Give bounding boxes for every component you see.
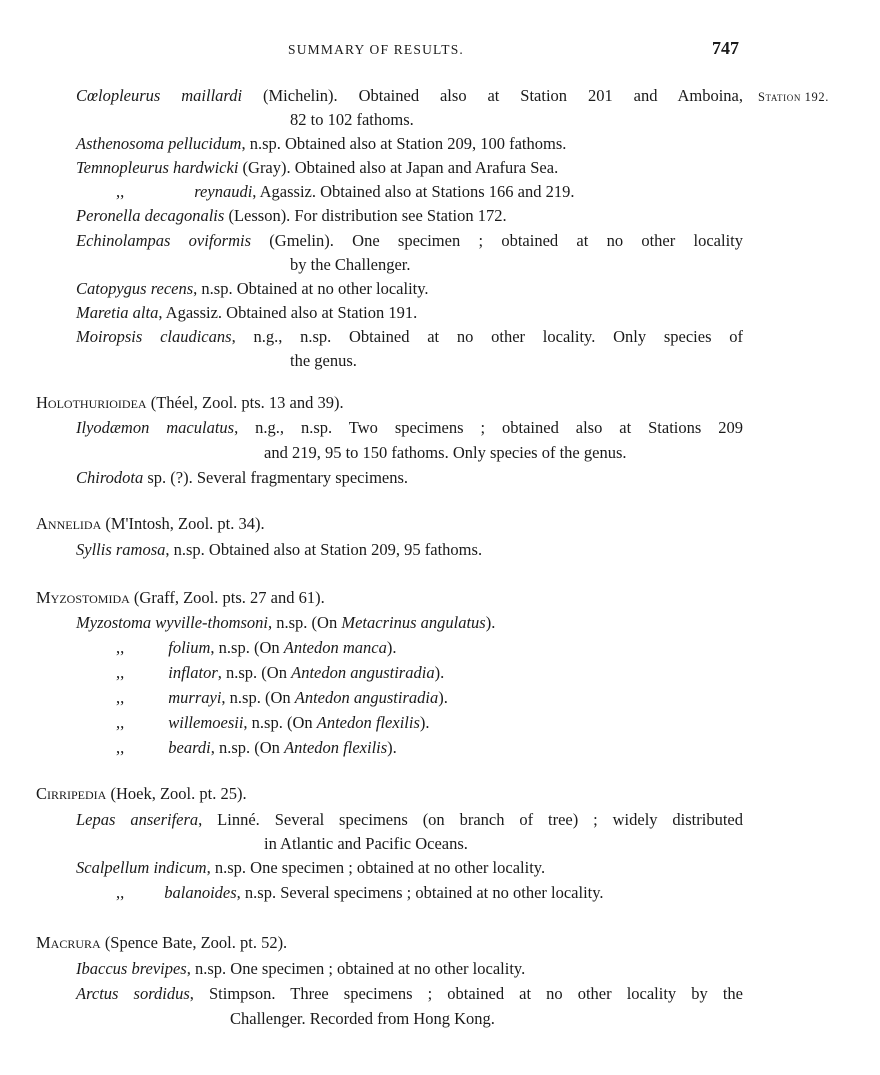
species-line: Ibaccus brevipes, n.sp. One specimen ; obtained at no other locality. xyxy=(76,959,526,978)
species-line: ,, folium, n.sp. (On Antedon manca). xyxy=(116,638,397,657)
margin-note-station: Station 192. xyxy=(758,90,829,104)
species-line: Moiropsis claudicans, n.g., n.sp. Obtained at no other locality. Only species of xyxy=(76,327,743,346)
species-line-continued: by the Challenger. xyxy=(290,255,411,274)
section-heading-myzostomida: Myzostomida (Graff, Zool. pts. 27 and 61). xyxy=(36,588,325,607)
species-line: Chirodota sp. (?). Several fragmentary specimens. xyxy=(76,468,409,487)
section-heading-cirripedia: Cirripedia (Hoek, Zool. pt. 25). xyxy=(36,784,247,803)
species-line: Echinolampas oviformis (Gmelin). One specimen ; obtained at no other locality xyxy=(76,231,743,250)
species-line: ,, inflator, n.sp. (On Antedon angustiradia). xyxy=(116,663,445,682)
ditto-mark: ,, xyxy=(116,182,125,201)
species-line-continued: Challenger. Recorded from Hong Kong. xyxy=(230,1009,495,1028)
species-line: Myzostoma wyville-thomsoni, n.sp. (On Metacrinus angulatus). xyxy=(76,613,496,632)
running-title: SUMMARY OF RESULTS. xyxy=(288,42,464,57)
species-line: Arctus sordidus, Stimpson. Three specimens ; obtained at no other locality by the xyxy=(76,984,743,1003)
section-heading-macrura: Macrura (Spence Bate, Zool. pt. 52). xyxy=(36,933,288,952)
ditto-mark: ,, xyxy=(116,883,125,902)
species-line-continued: 82 to 102 fathoms. xyxy=(290,110,414,129)
species-line-continued: in Atlantic and Pacific Oceans. xyxy=(264,834,468,853)
species-line: ,, reynaudi, Agassiz. Obtained also at Stations 166 and 219. xyxy=(116,182,575,201)
species-line: Asthenosoma pellucidum, n.sp. Obtained also at Station 209, 100 fathoms. xyxy=(76,134,567,153)
species-line: ,, balanoides, n.sp. Several specimens ; obtained at no other locality. xyxy=(116,883,604,902)
ditto-mark: ,, xyxy=(116,638,125,657)
species-line: ,, willemoesii, n.sp. (On Antedon flexilis). xyxy=(116,713,430,732)
species-line: Ilyodæmon maculatus, n.g., n.sp. Two specimens ; obtained also at Stations 209 xyxy=(76,418,743,437)
ditto-mark: ,, xyxy=(116,663,125,682)
species-line: Peronella decagonalis (Lesson). For distribution see Station 172. xyxy=(76,206,507,225)
section-heading-holothurioidea: Holothurioidea (Théel, Zool. pts. 13 and 39). xyxy=(36,393,344,412)
species-line-continued: and 219, 95 to 150 fathoms. Only species of the genus. xyxy=(264,443,627,462)
species-line-continued: the genus. xyxy=(290,351,357,370)
species-line: Maretia alta, Agassiz. Obtained also at Station 191. xyxy=(76,303,418,322)
ditto-mark: ,, xyxy=(116,688,125,707)
species-line: ,, murrayi, n.sp. (On Antedon angustiradia). xyxy=(116,688,448,707)
species-line: ,, beardi, n.sp. (On Antedon flexilis). xyxy=(116,738,397,757)
species-line: Temnopleurus hardwicki (Gray). Obtained also at Japan and Arafura Sea. xyxy=(76,158,559,177)
species-line: Cœlopleurus maillardi (Michelin). Obtained also at Station 201 and Amboina, xyxy=(76,86,743,105)
ditto-mark: ,, xyxy=(116,713,125,732)
ditto-mark: ,, xyxy=(116,738,125,757)
species-line: Syllis ramosa, n.sp. Obtained also at Station 209, 95 fathoms. xyxy=(76,540,483,559)
section-heading-annelida: Annelida (M'Intosh, Zool. pt. 34). xyxy=(36,514,265,533)
species-line: Lepas anserifera, Linné. Several specimens (on branch of tree) ; widely distributed xyxy=(76,810,743,829)
species-line: Scalpellum indicum, n.sp. One specimen ; obtained at no other locality. xyxy=(76,858,546,877)
species-line: Catopygus recens, n.sp. Obtained at no other locality. xyxy=(76,279,429,298)
page-number: 747 xyxy=(712,38,739,58)
